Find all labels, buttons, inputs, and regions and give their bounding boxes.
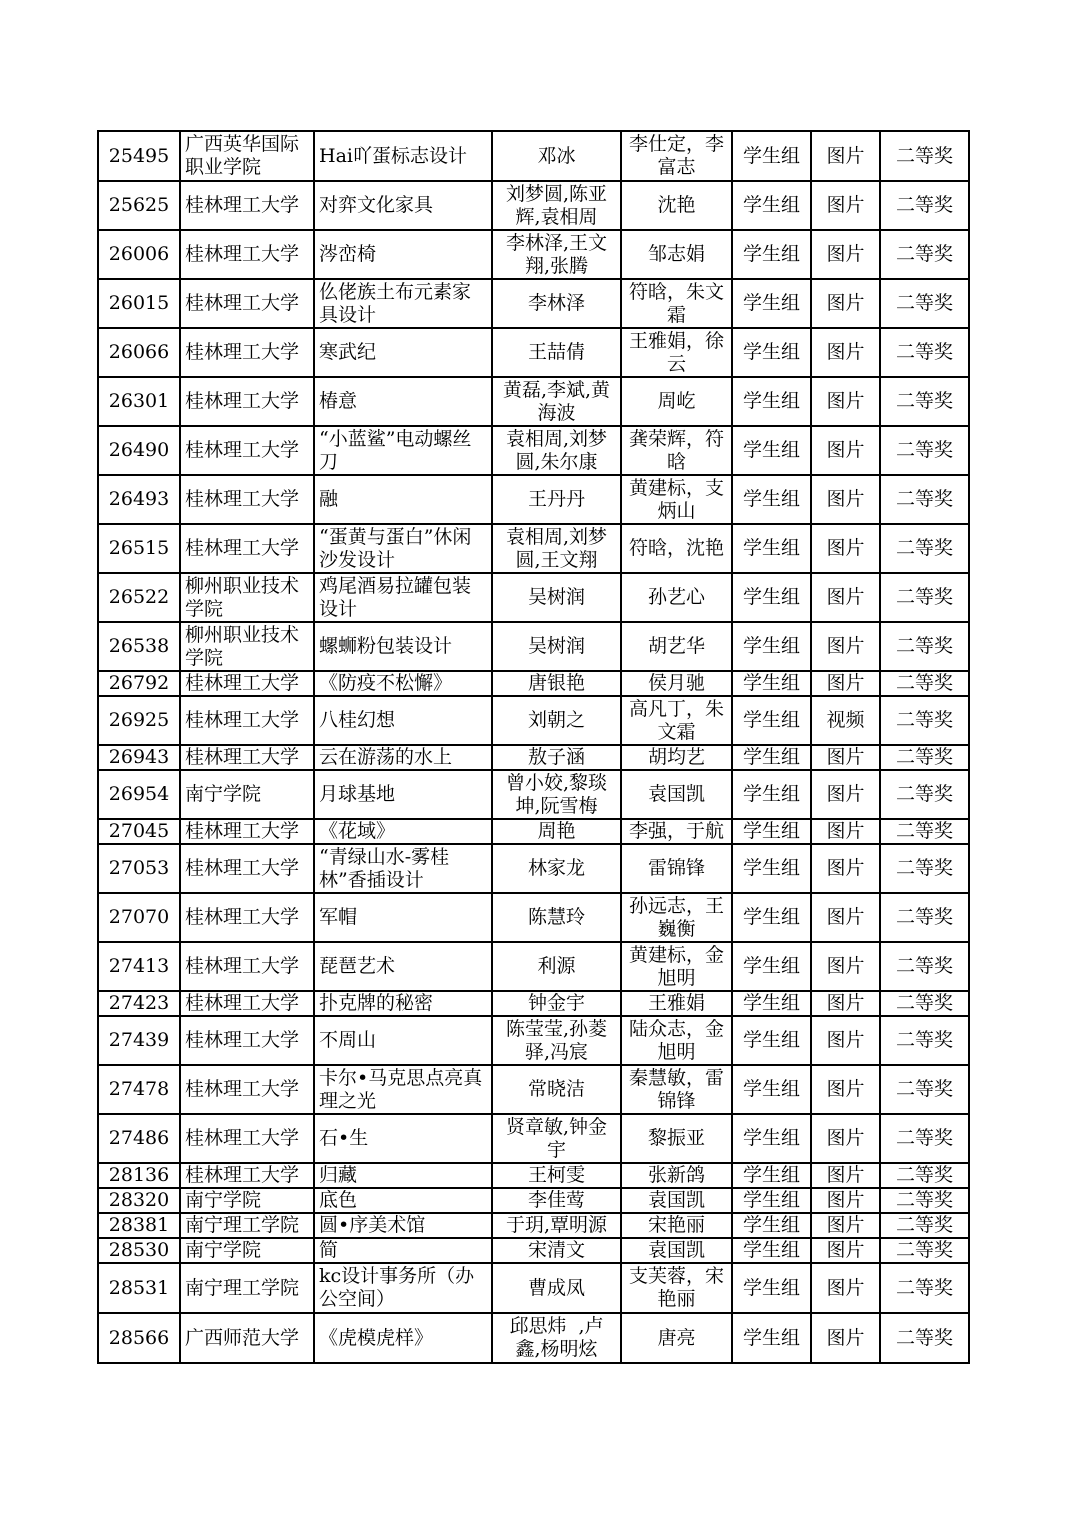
group-cell: 学生组 — [732, 622, 811, 671]
teachers-cell: 袁国凯 — [621, 1238, 732, 1263]
teachers-cell: 王雅娟，徐云 — [621, 328, 732, 377]
work-title-cell: 琵琶艺术 — [314, 942, 492, 991]
work-type-cell: 视频 — [811, 696, 880, 745]
work-type-cell: 图片 — [811, 745, 880, 770]
work-type-cell: 图片 — [811, 1188, 880, 1213]
table-row — [98, 696, 969, 745]
group-cell: 学生组 — [732, 893, 811, 942]
entry-id-cell: 25495 — [98, 131, 180, 181]
work-type-cell: 图片 — [811, 770, 880, 819]
award-cell: 二等奖 — [880, 1213, 969, 1238]
school-cell: 桂林理工大学 — [180, 426, 314, 475]
work-type-cell: 图片 — [811, 1016, 880, 1065]
teachers-cell: 邹志娟 — [621, 230, 732, 279]
table-row — [98, 770, 969, 819]
school-cell: 桂林理工大学 — [180, 1114, 314, 1163]
work-type-cell: 图片 — [811, 671, 880, 696]
authors-cell: 李林泽 — [492, 279, 621, 328]
authors-cell: 王柯雯 — [492, 1163, 621, 1188]
school-cell: 桂林理工大学 — [180, 942, 314, 991]
teachers-cell: 李强，于航 — [621, 819, 732, 844]
work-type-cell: 图片 — [811, 1065, 880, 1114]
teachers-cell: 唐亮 — [621, 1313, 732, 1363]
entry-id-cell: 26522 — [98, 573, 180, 622]
table-row — [98, 426, 969, 475]
table-row — [98, 844, 969, 893]
school-cell: 桂林理工大学 — [180, 819, 314, 844]
work-type-cell: 图片 — [811, 131, 880, 181]
authors-cell: 于玥,覃明源 — [492, 1213, 621, 1238]
group-cell: 学生组 — [732, 671, 811, 696]
award-cell: 二等奖 — [880, 524, 969, 573]
work-type-cell: 图片 — [811, 622, 880, 671]
group-cell: 学生组 — [732, 1238, 811, 1263]
entry-id-cell: 26015 — [98, 279, 180, 328]
group-cell: 学生组 — [732, 1016, 811, 1065]
group-cell: 学生组 — [732, 1114, 811, 1163]
work-title-cell: 椿意 — [314, 377, 492, 426]
work-title-cell: 融 — [314, 475, 492, 524]
work-type-cell: 图片 — [811, 844, 880, 893]
school-cell: 南宁学院 — [180, 770, 314, 819]
authors-cell: 钟金宇 — [492, 991, 621, 1016]
group-cell: 学生组 — [732, 819, 811, 844]
authors-cell: 陈莹莹,孙菱驿,冯宸 — [492, 1016, 621, 1065]
work-type-cell: 图片 — [811, 1313, 880, 1363]
teachers-cell: 张新鸽 — [621, 1163, 732, 1188]
school-cell: 南宁理工学院 — [180, 1213, 314, 1238]
work-title-cell: 圆•序美术馆 — [314, 1213, 492, 1238]
work-title-cell: 仫佬族土布元素家具设计 — [314, 279, 492, 328]
entry-id-cell: 27486 — [98, 1114, 180, 1163]
table-row — [98, 524, 969, 573]
group-cell: 学生组 — [732, 770, 811, 819]
work-title-cell: 《花域》 — [314, 819, 492, 844]
award-cell: 二等奖 — [880, 942, 969, 991]
entry-id-cell: 26792 — [98, 671, 180, 696]
work-type-cell: 图片 — [811, 893, 880, 942]
authors-cell: 利源 — [492, 942, 621, 991]
award-cell: 二等奖 — [880, 1163, 969, 1188]
award-cell: 二等奖 — [880, 1188, 969, 1213]
teachers-cell: 符晗，沈艳 — [621, 524, 732, 573]
table-row — [98, 181, 969, 230]
table-row — [98, 1238, 969, 1263]
authors-cell: 刘梦圆,陈亚辉,袁相周 — [492, 181, 621, 230]
table-row — [98, 745, 969, 770]
award-cell: 二等奖 — [880, 671, 969, 696]
work-type-cell: 图片 — [811, 230, 880, 279]
table-row — [98, 131, 969, 181]
entry-id-cell: 26006 — [98, 230, 180, 279]
award-cell: 二等奖 — [880, 696, 969, 745]
teachers-cell: 黎振亚 — [621, 1114, 732, 1163]
authors-cell: 宋清文 — [492, 1238, 621, 1263]
teachers-cell: 陆众志，金旭明 — [621, 1016, 732, 1065]
table-row — [98, 328, 969, 377]
work-type-cell: 图片 — [811, 991, 880, 1016]
work-type-cell: 图片 — [811, 1213, 880, 1238]
work-title-cell: 简 — [314, 1238, 492, 1263]
group-cell: 学生组 — [732, 942, 811, 991]
table-row — [98, 573, 969, 622]
work-title-cell: 扑克牌的秘密 — [314, 991, 492, 1016]
table-row — [98, 1163, 969, 1188]
award-cell: 二等奖 — [880, 181, 969, 230]
entry-id-cell: 28320 — [98, 1188, 180, 1213]
entry-id-cell: 28381 — [98, 1213, 180, 1238]
work-title-cell: 归藏 — [314, 1163, 492, 1188]
work-title-cell: 云在游荡的水上 — [314, 745, 492, 770]
table-row — [98, 377, 969, 426]
work-type-cell: 图片 — [811, 377, 880, 426]
work-title-cell: 对弈文化家具 — [314, 181, 492, 230]
work-type-cell: 图片 — [811, 328, 880, 377]
work-title-cell: 卡尔•马克思点亮真理之光 — [314, 1065, 492, 1114]
work-title-cell: 军帽 — [314, 893, 492, 942]
award-cell: 二等奖 — [880, 1114, 969, 1163]
entry-id-cell: 26490 — [98, 426, 180, 475]
entry-id-cell: 27045 — [98, 819, 180, 844]
authors-cell: 李林泽,王文翔,张腾 — [492, 230, 621, 279]
authors-cell: 周艳 — [492, 819, 621, 844]
awards-table — [97, 130, 970, 1364]
table-row — [98, 671, 969, 696]
authors-cell: 贤章敏,钟金宇 — [492, 1114, 621, 1163]
work-title-cell: 《虎模虎样》 — [314, 1313, 492, 1363]
group-cell: 学生组 — [732, 1163, 811, 1188]
school-cell: 桂林理工大学 — [180, 893, 314, 942]
award-cell: 二等奖 — [880, 991, 969, 1016]
authors-cell: 李佳莺 — [492, 1188, 621, 1213]
school-cell: 桂林理工大学 — [180, 844, 314, 893]
authors-cell: 刘朝之 — [492, 696, 621, 745]
entry-id-cell: 26943 — [98, 745, 180, 770]
work-title-cell: “青绿山水-雾桂林”香插设计 — [314, 844, 492, 893]
authors-cell: 黄磊,李斌,黄海波 — [492, 377, 621, 426]
entry-id-cell: 26538 — [98, 622, 180, 671]
teachers-cell: 龚荣辉，符晗 — [621, 426, 732, 475]
teachers-cell: 侯月驰 — [621, 671, 732, 696]
school-cell: 桂林理工大学 — [180, 475, 314, 524]
work-title-cell: 寒武纪 — [314, 328, 492, 377]
entry-id-cell: 26493 — [98, 475, 180, 524]
authors-cell: 邓冰 — [492, 131, 621, 181]
work-type-cell: 图片 — [811, 1114, 880, 1163]
work-title-cell: “小蓝鲨”电动螺丝刀 — [314, 426, 492, 475]
table-row — [98, 819, 969, 844]
work-title-cell: 月球基地 — [314, 770, 492, 819]
school-cell: 桂林理工大学 — [180, 1163, 314, 1188]
award-cell: 二等奖 — [880, 819, 969, 844]
teachers-cell: 秦慧敏，雷锦锋 — [621, 1065, 732, 1114]
table-row — [98, 1114, 969, 1163]
teachers-cell: 孙远志，王巍衡 — [621, 893, 732, 942]
school-cell: 南宁学院 — [180, 1238, 314, 1263]
teachers-cell: 周屹 — [621, 377, 732, 426]
teachers-cell: 黄建标，支炳山 — [621, 475, 732, 524]
table-row — [98, 230, 969, 279]
school-cell: 柳州职业技术学院 — [180, 622, 314, 671]
work-type-cell: 图片 — [811, 1163, 880, 1188]
authors-cell: 邱思炜 ,卢鑫,杨明炫 — [492, 1313, 621, 1363]
authors-cell: 常晓洁 — [492, 1065, 621, 1114]
school-cell: 桂林理工大学 — [180, 745, 314, 770]
entry-id-cell: 28531 — [98, 1263, 180, 1313]
work-title-cell: kc设计事务所（办公空间） — [314, 1263, 492, 1313]
teachers-cell: 孙艺心 — [621, 573, 732, 622]
school-cell: 南宁理工学院 — [180, 1263, 314, 1313]
group-cell: 学生组 — [732, 524, 811, 573]
entry-id-cell: 27439 — [98, 1016, 180, 1065]
authors-cell: 王丹丹 — [492, 475, 621, 524]
school-cell: 桂林理工大学 — [180, 1065, 314, 1114]
school-cell: 广西英华国际职业学院 — [180, 131, 314, 181]
school-cell: 桂林理工大学 — [180, 377, 314, 426]
teachers-cell: 符晗，朱文霜 — [621, 279, 732, 328]
award-cell: 二等奖 — [880, 1065, 969, 1114]
work-type-cell: 图片 — [811, 426, 880, 475]
school-cell: 桂林理工大学 — [180, 991, 314, 1016]
school-cell: 柳州职业技术学院 — [180, 573, 314, 622]
teachers-cell: 雷锦锋 — [621, 844, 732, 893]
group-cell: 学生组 — [732, 1188, 811, 1213]
entry-id-cell: 27053 — [98, 844, 180, 893]
table-row — [98, 1065, 969, 1114]
award-cell: 二等奖 — [880, 844, 969, 893]
school-cell: 桂林理工大学 — [180, 1016, 314, 1065]
work-type-cell: 图片 — [811, 1238, 880, 1263]
authors-cell: 袁相周,刘梦圆,王文翔 — [492, 524, 621, 573]
award-cell: 二等奖 — [880, 230, 969, 279]
group-cell: 学生组 — [732, 1213, 811, 1238]
award-cell: 二等奖 — [880, 426, 969, 475]
work-title-cell: “蛋黄与蛋白”休闲沙发设计 — [314, 524, 492, 573]
award-cell: 二等奖 — [880, 328, 969, 377]
entry-id-cell: 26925 — [98, 696, 180, 745]
award-cell: 二等奖 — [880, 622, 969, 671]
group-cell: 学生组 — [732, 377, 811, 426]
table-row — [98, 942, 969, 991]
table-row — [98, 622, 969, 671]
table-row — [98, 1213, 969, 1238]
work-title-cell: 《防疫不松懈》 — [314, 671, 492, 696]
table-row — [98, 1188, 969, 1213]
entry-id-cell: 28530 — [98, 1238, 180, 1263]
work-type-cell: 图片 — [811, 1263, 880, 1313]
entry-id-cell: 28136 — [98, 1163, 180, 1188]
teachers-cell: 黄建标，金旭明 — [621, 942, 732, 991]
school-cell: 桂林理工大学 — [180, 671, 314, 696]
authors-cell: 曾小姣,黎琰坤,阮雪梅 — [492, 770, 621, 819]
group-cell: 学生组 — [732, 475, 811, 524]
teachers-cell: 王雅娟 — [621, 991, 732, 1016]
award-cell: 二等奖 — [880, 1263, 969, 1313]
authors-cell: 王喆倩 — [492, 328, 621, 377]
teachers-cell: 宋艳丽 — [621, 1213, 732, 1238]
work-type-cell: 图片 — [811, 942, 880, 991]
entry-id-cell: 27413 — [98, 942, 180, 991]
school-cell: 桂林理工大学 — [180, 696, 314, 745]
group-cell: 学生组 — [732, 230, 811, 279]
entry-id-cell: 27478 — [98, 1065, 180, 1114]
school-cell: 广西师范大学 — [180, 1313, 314, 1363]
work-title-cell: 底色 — [314, 1188, 492, 1213]
school-cell: 南宁学院 — [180, 1188, 314, 1213]
award-cell: 二等奖 — [880, 1238, 969, 1263]
teachers-cell: 袁国凯 — [621, 1188, 732, 1213]
work-type-cell: 图片 — [811, 181, 880, 230]
authors-cell: 袁相周,刘梦圆,朱尔康 — [492, 426, 621, 475]
authors-cell: 吴树润 — [492, 622, 621, 671]
table-row — [98, 1263, 969, 1313]
work-type-cell: 图片 — [811, 475, 880, 524]
teachers-cell: 沈艳 — [621, 181, 732, 230]
award-cell: 二等奖 — [880, 1016, 969, 1065]
authors-cell: 陈慧玲 — [492, 893, 621, 942]
entry-id-cell: 26301 — [98, 377, 180, 426]
teachers-cell: 支芙蓉，宋艳丽 — [621, 1263, 732, 1313]
school-cell: 桂林理工大学 — [180, 230, 314, 279]
work-type-cell: 图片 — [811, 819, 880, 844]
school-cell: 桂林理工大学 — [180, 279, 314, 328]
group-cell: 学生组 — [732, 745, 811, 770]
teachers-cell: 胡均艺 — [621, 745, 732, 770]
group-cell: 学生组 — [732, 991, 811, 1016]
teachers-cell: 高凡丁，朱文霜 — [621, 696, 732, 745]
award-cell: 二等奖 — [880, 1313, 969, 1363]
table-row — [98, 475, 969, 524]
authors-cell: 曹成凤 — [492, 1263, 621, 1313]
work-title-cell: 不周山 — [314, 1016, 492, 1065]
work-title-cell: 涔峦椅 — [314, 230, 492, 279]
entry-id-cell: 26515 — [98, 524, 180, 573]
work-type-cell: 图片 — [811, 573, 880, 622]
group-cell: 学生组 — [732, 181, 811, 230]
teachers-cell: 袁国凯 — [621, 770, 732, 819]
award-cell: 二等奖 — [880, 475, 969, 524]
table-row — [98, 1016, 969, 1065]
entry-id-cell: 27070 — [98, 893, 180, 942]
school-cell: 桂林理工大学 — [180, 524, 314, 573]
authors-cell: 敖子涵 — [492, 745, 621, 770]
table-row — [98, 279, 969, 328]
award-cell: 二等奖 — [880, 377, 969, 426]
group-cell: 学生组 — [732, 279, 811, 328]
group-cell: 学生组 — [732, 1263, 811, 1313]
table-body — [98, 131, 969, 1363]
table-row — [98, 1313, 969, 1363]
group-cell: 学生组 — [732, 844, 811, 893]
table-row — [98, 893, 969, 942]
group-cell: 学生组 — [732, 131, 811, 181]
group-cell: 学生组 — [732, 573, 811, 622]
work-title-cell: 螺蛳粉包装设计 — [314, 622, 492, 671]
award-cell: 二等奖 — [880, 573, 969, 622]
award-cell: 二等奖 — [880, 770, 969, 819]
award-cell: 二等奖 — [880, 745, 969, 770]
entry-id-cell: 26954 — [98, 770, 180, 819]
school-cell: 桂林理工大学 — [180, 328, 314, 377]
group-cell: 学生组 — [732, 328, 811, 377]
school-cell: 桂林理工大学 — [180, 181, 314, 230]
table-row — [98, 991, 969, 1016]
group-cell: 学生组 — [732, 1313, 811, 1363]
entry-id-cell: 25625 — [98, 181, 180, 230]
award-cell: 二等奖 — [880, 893, 969, 942]
work-type-cell: 图片 — [811, 524, 880, 573]
entry-id-cell: 28566 — [98, 1313, 180, 1363]
work-title-cell: 鸡尾酒易拉罐包装设计 — [314, 573, 492, 622]
group-cell: 学生组 — [732, 426, 811, 475]
authors-cell: 唐银艳 — [492, 671, 621, 696]
entry-id-cell: 27423 — [98, 991, 180, 1016]
teachers-cell: 胡艺华 — [621, 622, 732, 671]
entry-id-cell: 26066 — [98, 328, 180, 377]
award-cell: 二等奖 — [880, 131, 969, 181]
work-title-cell: 八桂幻想 — [314, 696, 492, 745]
award-cell: 二等奖 — [880, 279, 969, 328]
authors-cell: 吴树润 — [492, 573, 621, 622]
work-title-cell: 石•生 — [314, 1114, 492, 1163]
teachers-cell: 李仕定，李富志 — [621, 131, 732, 181]
group-cell: 学生组 — [732, 696, 811, 745]
group-cell: 学生组 — [732, 1065, 811, 1114]
work-type-cell: 图片 — [811, 279, 880, 328]
authors-cell: 林家龙 — [492, 844, 621, 893]
work-title-cell: Hai吖蛋标志设计 — [314, 131, 492, 181]
